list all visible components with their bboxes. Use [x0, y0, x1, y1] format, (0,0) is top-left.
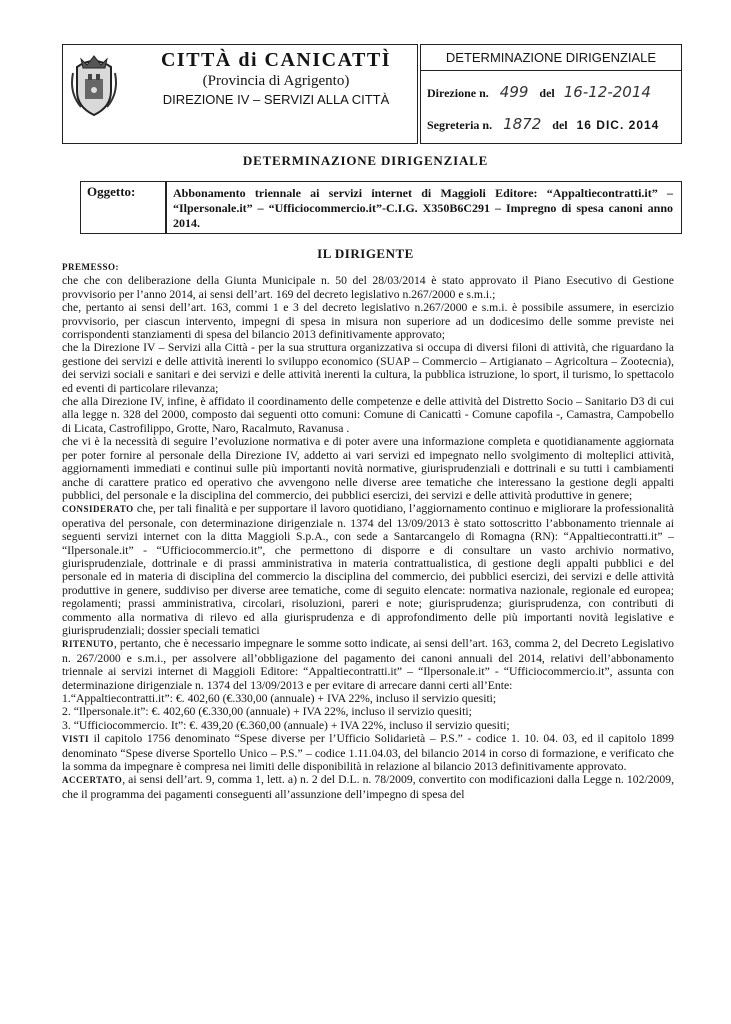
considerato-label: CONSIDERATO	[62, 504, 134, 515]
paragraph: che la Direzione IV – Servizi alla Città - per la sua struttura organizzativa si occupa di diversi filoni di attività, che riguardano la gestione dei servizi e delle attività inerenti lo sviluppo economico (SUAP – Commercio – Artigianato – Agricoltura – Zootecnia), dei servizi sociali e sanitari e dei servizi e delle attività inerenti la cultura, la pubblica istruzione, lo sport, il turismo, lo spettacolo ed eventi di particolare rilevanza;	[62, 341, 674, 395]
department-name: DIREZIONE IV – SERVIZI ALLA CITTÀ	[162, 92, 390, 107]
coat-of-arms-icon	[69, 53, 119, 117]
segreteria-label: Segreteria n.	[427, 118, 493, 132]
document-title: DETERMINAZIONE DIRIGENZIALE	[242, 153, 489, 168]
paragraph	[62, 502, 674, 637]
paragraph	[62, 732, 674, 773]
subject-label: Oggetto:	[87, 184, 136, 199]
paragraph	[62, 637, 674, 692]
direzione-date: 16-12-2014	[563, 83, 651, 101]
subject-box	[80, 181, 682, 234]
visti-label: VISTI	[62, 734, 90, 745]
subject-divider	[165, 182, 167, 233]
list-item: 1.“Appaltiecontratti.it”: €. 402,60 (€.330,00 (annuale) + IVA 22%, incluso il servizio quesiti;	[62, 692, 497, 705]
document-body	[62, 261, 674, 801]
direzione-line	[427, 83, 651, 101]
paragraph: che vi è la necessità di seguire l’evoluzione normativa e di poter avere una informazione completa e quotidianamente aggiornata per poter fornire al personale della Direzione IV, addetto ai vari servizi ed impegnato nello svolgimento di molteplici attività, aggiornamenti immediati e continui sulle più importanti novità normative, giurisprudenziali e dottrinali e su tutti i cambiamenti anche di carattere pratico ed operativo che avvengono nelle diverse aree tematiche che interessano la gestione degli appalti pubblici, del personale e la disciplina del commercio, dei pubblici esercizi, dei servizi e delle attività produttive in genere;	[62, 435, 674, 502]
header-right-box	[420, 44, 682, 144]
list-item: 2. “Ilpersonale.it”: €. 402,60 (€.330,00 (annuale) + IVA 22%, incluso il servizio quesiti;	[62, 705, 472, 719]
paragraph	[62, 773, 674, 801]
direzione-number: 499	[499, 83, 529, 101]
segreteria-line	[427, 115, 659, 133]
section-heading: IL DIRIGENTE	[317, 246, 414, 261]
accertato-label: ACCERTATO	[62, 775, 123, 786]
del-label: del	[552, 118, 568, 132]
determination-box-title: DETERMINAZIONE DIRIGENZIALE	[421, 45, 681, 71]
paragraph: che che con deliberazione della Giunta Municipale n. 50 del 28/03/2014 è stato approvato il Piano Esecutivo di Gestione provvisorio per l’anno 2014, ai sensi dell’art. 169 del decreto legislativo n.267/2000 e s.m.i.;	[62, 274, 674, 301]
segreteria-date-stamp: 16 DIC. 2014	[576, 118, 660, 132]
paragraph-text: il capitolo 1756 denominato “Spese diverse per l’Ufficio Solidarietà – P.S.” - codice 1. 10. 04. 03, ed il capitolo 1899 denominato “Spese diverse Sportello Unico – P.S.” – codice 1.11.04.03, del bilancio 2014 in corso di formazione, e verificato che la somma da impegnare è compresa nei limiti delle disponibilità in relazione al bilancio 2013 definitivamente approvato.	[62, 732, 674, 774]
paragraph-text: , ai sensi dell’art. 9, comma 1, lett. a) n. 2 del D.L. n. 78/2009, convertito con modificazioni dalla Legge n. 102/2009, che il programma dei pagamenti conseguenti all’assunzione dell’impegno di spesa del	[62, 773, 674, 801]
segreteria-number: 1872	[503, 115, 542, 133]
list-item: 3. “Ufficiocommercio. It”: €. 439,20 (€.360,00 (annuale) + IVA 22%, incluso il servizio quesiti;	[62, 718, 510, 732]
province-name: (Provincia di Agrigento)	[202, 73, 350, 89]
paragraph: che alla Direzione IV, infine, è affidato il coordinamento delle competenze e delle attività del Distretto Socio – Sanitario D3 di cui alla legge n. 328 del 2000, composto dai seguenti otto comuni: Comune di Canicattì - Comune capofila -, Camastra, Campobello di Licata, Castrofilippo, Grotte, Naro, Racalmuto, Ravanusa .	[62, 395, 674, 435]
paragraph: che, pertanto ai sensi dell’art. 163, commi 1 e 3 del decreto legislativo n.267/2000 e s.m.i. è possibile assumere, in esercizio provvisorio, per ciascun intervento, impegni di spesa in misura non superiore ad un dodicesimo delle somme previste nei corrispondenti stanziamenti di spesa del bilancio 2013 definitivamente approvato;	[62, 301, 674, 342]
ritenuto-label: RITENUTO	[62, 639, 114, 650]
del-label: del	[539, 86, 555, 100]
city-name: CITTÀ di CANICATTÌ	[160, 49, 391, 71]
premesso-label: PREMESSO:	[62, 262, 120, 272]
direzione-label: Direzione n.	[427, 86, 489, 100]
header-left-box	[62, 44, 418, 144]
subject-text: Abbonamento triennale ai servizi internet di Maggioli Editore: “Appaltiecontratti.it” – “Ilpersonale.it” – “Ufficiocommercio.it”-C.I.G. X350B6C291 – Impregno di spesa canoni anno 2014.	[173, 186, 673, 230]
paragraph-text: , pertanto, che è necessario impegnare le somme sotto indicate, ai sensi dell’art. 163, comma 2, del Decreto Legislativo n. 267/2000 e s.m.i., per assolvere all’obbligazione del pagamento dei canoni annuali del 2014, relativi dell’abbonamento triennale ai servizi internet di Maggioli Editore: “Appaltiecontratti.it” – “Ilpersonale.it” - “Ufficiocommercio.it”, assunta con determinazione dirigenziale n. 1374 del 13/09/2013 e per evitare di arrecare danni certi all’Ente:	[62, 637, 674, 692]
paragraph-text: che, per tali finalità e per supportare il lavoro quotidiano, l’aggiornamento continuo e migliorare la professionalità operativa del personale, con determinazione dirigenziale n. 1374 del 13/09/2013 è stato sottoscritto l’abbonamento triennale ai seguenti servizi internet con la ditta Maggioli S.p.A., con sede a Santarcangelo di Romagna (RN): “Appaltiecontratti.it” – “Ilpersonale.it” - “Ufficiocommercio.it”, che permettono di disporre e di consultare un vasto archivio normativo, giurisprudenziale, dottrinale e di prassi amministrativa in materia contrattualistica, di gestione degli appalti pubblici e del personale ed in materia di disciplina del commercio la disciplina del commercio, dei pubblici esercizi, dei servizi e delle attività produttive in genere, suddiviso per diverse aree tematiche, come di seguito elencate: normativa nazionale, regionale ed europea; regolamenti; prassi amministrativa, circolari, risoluzioni, pareri e note; giurisprudenza; giurisprudenza, con contributi di commento alla normativa di rilevo ed alla giurisprudenza e di approfondimento delle più importanti novità legislative e giurisprudenziali; dossier speciali tematici	[62, 502, 674, 637]
